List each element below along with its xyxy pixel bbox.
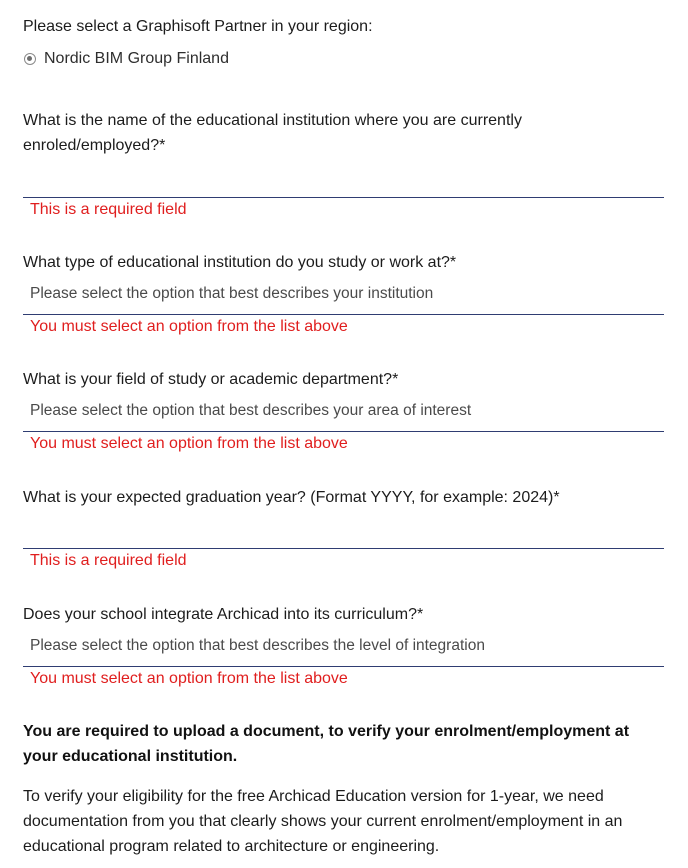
upload-heading: You are required to upload a document, to verify your enrolment/employment at your educational institution. — [23, 723, 630, 765]
partner-label: Please select a Graphisoft Partner in your region: — [23, 18, 373, 35]
radio-selected-icon[interactable] — [24, 53, 36, 65]
institution-name-label: What is the name of the educational institution where you are currently enroled/employed?* — [23, 112, 522, 154]
field-of-study-placeholder: Please select the option that best describes your area of interest — [30, 402, 472, 419]
graduation-year-label: What is your expected graduation year? (Format YYYY, for example: 2024)* — [23, 489, 560, 506]
partner-radio-option[interactable] — [24, 50, 229, 68]
institution-name-input[interactable] — [23, 170, 664, 198]
field-of-study-select[interactable] — [23, 397, 664, 432]
institution-type-select[interactable] — [23, 280, 664, 315]
archicad-integration-placeholder: Please select the option that best describes the level of integration — [30, 637, 485, 654]
partner-option-label: Nordic BIM Group Finland — [44, 50, 229, 67]
field-of-study-error: You must select an option from the list above — [30, 435, 348, 452]
upload-description: To verify your eligibility for the free Archicad Education version for 1-year, we need documentation from you that clearly shows your current enrolment/employment in an educational program related to architecture or engineering. — [23, 788, 623, 855]
archicad-integration-error: You must select an option from the list above — [30, 670, 348, 687]
archicad-integration-select[interactable] — [23, 632, 664, 667]
institution-name-error: This is a required field — [30, 201, 187, 218]
institution-type-placeholder: Please select the option that best describes your institution — [30, 285, 434, 302]
graduation-year-input[interactable] — [23, 520, 664, 549]
institution-type-label: What type of educational institution do you study or work at?* — [23, 254, 457, 271]
institution-type-error: You must select an option from the list above — [30, 318, 348, 335]
graduation-year-error: This is a required field — [30, 552, 187, 569]
field-of-study-label: What is your field of study or academic department?* — [23, 371, 399, 388]
archicad-integration-label: Does your school integrate Archicad into its curriculum?* — [23, 606, 424, 623]
